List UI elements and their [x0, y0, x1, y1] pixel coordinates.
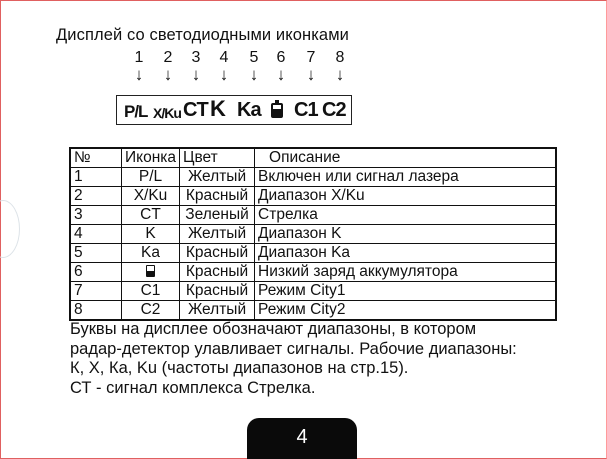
row-color: Красный: [180, 263, 255, 282]
ka-icon: Ka: [237, 99, 261, 121]
col-header-color: Цвет: [180, 148, 255, 168]
k-icon: K: [210, 96, 226, 121]
position-number: 7: [306, 49, 316, 66]
row-icon: K: [122, 225, 180, 244]
table-row: [70, 282, 556, 301]
ct-icon: CT: [183, 99, 208, 121]
row-icon: CT: [122, 206, 180, 225]
table-row: [70, 301, 556, 321]
down-arrow-icon: ↓: [219, 65, 229, 84]
xku-icon: X/Ku: [153, 105, 181, 121]
row-number: 8: [70, 301, 122, 321]
row-number: 3: [70, 206, 122, 225]
col-header-icon: Иконка: [122, 148, 180, 168]
table-row: [70, 244, 556, 263]
c2-icon: C2: [322, 99, 346, 121]
page-number-tab: [247, 418, 357, 459]
table-row: [70, 225, 556, 244]
row-description: Режим City2: [255, 301, 556, 321]
row-number: 6: [70, 263, 122, 282]
position-number-row: [0, 49, 607, 93]
paragraph-line: К, X, Ка, Ku (частоты диапазонов на стр.15).: [70, 359, 409, 377]
paragraph-line: радар-детектор улавливает сигналы. Рабочие диапазоны:: [70, 339, 517, 358]
row-description: Низкий заряд аккумулятора: [255, 263, 556, 282]
paragraph-line: Буквы на дисплее обозначают диапазоны, в котором: [70, 320, 477, 338]
position-number: 6: [276, 49, 286, 66]
row-description: Диапазон X/Ku: [255, 187, 556, 206]
position-number: 4: [219, 49, 229, 66]
down-arrow-icon: ↓: [276, 65, 286, 84]
row-number: 4: [70, 225, 122, 244]
table-row: [70, 168, 556, 187]
row-description: Режим City1: [255, 282, 556, 301]
row-number: 7: [70, 282, 122, 301]
c1-icon: C1: [294, 99, 318, 121]
battery-icon: [146, 265, 155, 277]
row-color: Желтый: [180, 168, 255, 187]
table-row: [70, 206, 556, 225]
row-icon: Ka: [122, 244, 180, 263]
row-number: 1: [70, 168, 122, 187]
row-color: Красный: [180, 282, 255, 301]
position-number: 8: [335, 49, 345, 66]
table-row: [70, 263, 556, 282]
position-number: 5: [249, 49, 259, 66]
icon-table: [69, 147, 557, 321]
row-icon: C2: [122, 301, 180, 321]
position-number: 3: [191, 49, 201, 66]
page-number: 4: [296, 426, 308, 448]
col-header-number: №: [70, 148, 122, 168]
down-arrow-icon: ↓: [249, 65, 259, 84]
table-row: [70, 187, 556, 206]
row-color: Красный: [180, 244, 255, 263]
row-color: Желтый: [180, 301, 255, 321]
down-arrow-icon: ↓: [191, 65, 201, 84]
row-description: Включен или сигнал лазера: [255, 168, 556, 187]
row-description: Стрелка: [255, 206, 556, 225]
row-icon: C1: [122, 282, 180, 301]
row-icon: X/Ku: [122, 187, 180, 206]
paragraph-line: СТ - сигнал комплекса Стрелка.: [70, 378, 316, 397]
row-icon: P/L: [122, 168, 180, 187]
row-description: Диапазон K: [255, 225, 556, 244]
down-arrow-icon: ↓: [335, 65, 345, 84]
led-display-panel: [116, 95, 352, 125]
position-number: 1: [134, 49, 144, 66]
position-number: 2: [163, 49, 173, 66]
pl-icon: P/L: [124, 102, 148, 121]
explanation-paragraph: [70, 320, 517, 398]
battery-icon: [271, 103, 283, 118]
row-color: Красный: [180, 187, 255, 206]
row-icon: [122, 263, 180, 282]
row-description: Диапазон Ka: [255, 244, 556, 263]
row-color: Желтый: [180, 225, 255, 244]
row-number: 2: [70, 187, 122, 206]
down-arrow-icon: ↓: [306, 65, 316, 84]
down-arrow-icon: ↓: [134, 65, 144, 84]
row-color: Зеленый: [180, 206, 255, 225]
section-heading: Дисплей со светодиодными иконками: [56, 26, 349, 44]
down-arrow-icon: ↓: [163, 65, 173, 84]
table-header-row: [70, 148, 556, 168]
row-number: 5: [70, 244, 122, 263]
col-header-description: Описание: [255, 148, 556, 168]
